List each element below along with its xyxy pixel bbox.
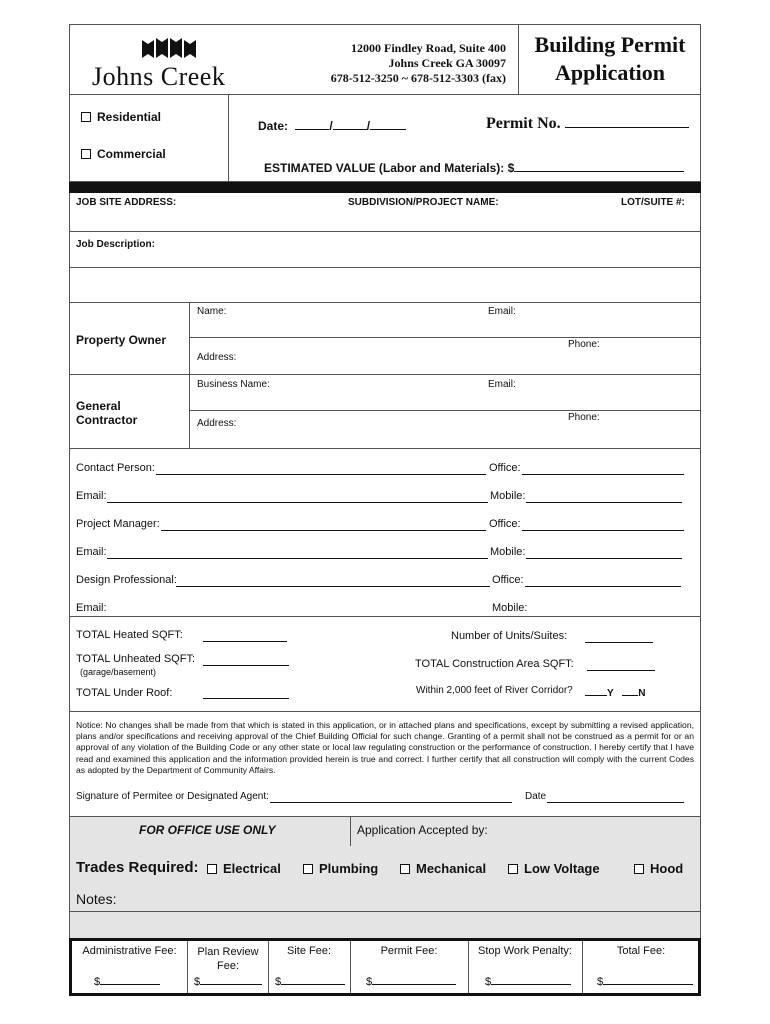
date-sep-1: / bbox=[329, 119, 333, 133]
fee-header-permit: Permit Fee: bbox=[380, 945, 438, 957]
units-input[interactable] bbox=[585, 642, 653, 643]
fee-header-administrative: Administrative Fee: bbox=[82, 945, 177, 957]
estimated-value-label: ESTIMATED VALUE (Labor and Materials): $ bbox=[264, 161, 515, 175]
estimated-value-field[interactable] bbox=[264, 160, 684, 175]
accepted-by-label: Application Accepted by: bbox=[357, 823, 488, 837]
date-field[interactable] bbox=[258, 118, 406, 133]
commercial-checkbox[interactable] bbox=[81, 149, 91, 159]
owner-email-label: Email: bbox=[488, 306, 516, 317]
mobile-label-3: Mobile: bbox=[492, 602, 528, 614]
mobile-input-2[interactable] bbox=[526, 558, 682, 559]
email-label-3: Email: bbox=[76, 602, 107, 614]
mechanical-checkbox[interactable] bbox=[400, 864, 410, 874]
date-day-input[interactable] bbox=[333, 118, 367, 130]
job-site-box bbox=[69, 193, 701, 303]
river-yes-input[interactable] bbox=[585, 685, 607, 696]
contractor-address-label: Address: bbox=[197, 418, 237, 429]
currency-symbol: $ bbox=[194, 976, 201, 988]
trade-mechanical[interactable] bbox=[400, 861, 486, 876]
permit-no-label: Permit No. bbox=[486, 115, 561, 132]
notes-mid-line bbox=[69, 911, 701, 912]
trade-hood[interactable] bbox=[634, 861, 683, 876]
date-sep-2: / bbox=[366, 119, 371, 133]
fee-input[interactable] bbox=[603, 973, 693, 985]
office-input-1[interactable] bbox=[522, 474, 684, 475]
date-month-input[interactable] bbox=[295, 118, 329, 130]
office-address bbox=[300, 41, 506, 86]
fee-amount-permit[interactable] bbox=[366, 973, 456, 988]
fee-input[interactable] bbox=[372, 973, 456, 985]
notes-box bbox=[69, 885, 701, 939]
date-label: Date: bbox=[258, 119, 289, 133]
fee-input[interactable] bbox=[100, 973, 160, 985]
project-manager-input[interactable] bbox=[161, 530, 486, 531]
low-voltage-checkbox[interactable] bbox=[508, 864, 518, 874]
fee-input[interactable] bbox=[281, 973, 345, 985]
fee-divider-1 bbox=[187, 941, 188, 993]
office-use-divider bbox=[350, 816, 351, 847]
fee-input[interactable] bbox=[200, 973, 262, 985]
fee-header-site: Site Fee: bbox=[286, 945, 332, 957]
hood-label: Hood bbox=[650, 861, 684, 876]
signature-label: Signature of Permitee or Designated Agent: bbox=[76, 791, 269, 802]
estimated-value-input[interactable] bbox=[514, 160, 684, 172]
job-site-address-label: JOB SITE ADDRESS: bbox=[76, 197, 177, 208]
date-year-input[interactable] bbox=[370, 118, 406, 130]
section-band bbox=[69, 182, 701, 193]
design-professional-input[interactable] bbox=[176, 586, 490, 587]
river-corridor-label: Within 2,000 feet of River Corridor? bbox=[416, 685, 573, 696]
fee-amount-site[interactable] bbox=[275, 973, 345, 988]
contractor-divider bbox=[189, 374, 190, 449]
river-no-label: N bbox=[638, 688, 646, 699]
trade-plumbing[interactable] bbox=[303, 861, 378, 876]
office-label-2: Office: bbox=[489, 518, 521, 530]
trade-electrical[interactable] bbox=[207, 861, 281, 876]
form-title-line2: Application bbox=[554, 60, 666, 85]
email-label-1: Email: bbox=[76, 490, 107, 502]
river-yes-label: Y bbox=[607, 688, 614, 699]
fee-amount-total[interactable] bbox=[597, 973, 693, 988]
mobile-input-1[interactable] bbox=[526, 502, 682, 503]
address-line1: 12000 Findley Road, Suite 400 bbox=[350, 41, 506, 55]
trade-low-voltage[interactable] bbox=[508, 861, 600, 876]
logo-flags-icon bbox=[90, 36, 250, 62]
fee-header-plan-review: Plan Review Fee: bbox=[197, 946, 259, 972]
mobile-label-2: Mobile: bbox=[490, 546, 526, 558]
form-title-line1: Building Permit bbox=[534, 32, 686, 57]
signature-input[interactable] bbox=[270, 802, 512, 803]
permit-no-field[interactable] bbox=[486, 114, 689, 133]
contractor-email-label: Email: bbox=[488, 379, 516, 390]
owner-address-label: Address: bbox=[197, 352, 237, 363]
owner-mid-line bbox=[189, 337, 701, 338]
email-input-2[interactable] bbox=[107, 558, 488, 559]
property-owner-title: Property Owner bbox=[76, 333, 167, 347]
office-input-3[interactable] bbox=[525, 586, 681, 587]
currency-symbol: $ bbox=[94, 976, 101, 988]
project-manager-label: Project Manager: bbox=[76, 518, 160, 530]
lot-suite-label: LOT/SUITE #: bbox=[621, 197, 685, 208]
river-no-input[interactable] bbox=[622, 685, 638, 696]
form-title bbox=[519, 31, 701, 87]
heated-sqft-input[interactable] bbox=[203, 641, 287, 642]
email-label-2: Email: bbox=[76, 546, 107, 558]
permit-no-input[interactable] bbox=[565, 114, 689, 128]
mobile-label-1: Mobile: bbox=[490, 490, 526, 502]
notes-label: Notes: bbox=[76, 891, 117, 907]
business-name-label: Business Name: bbox=[197, 379, 270, 390]
commercial-label: Commercial bbox=[97, 147, 166, 161]
logo bbox=[90, 36, 250, 91]
contractor-mid-line bbox=[189, 410, 701, 411]
currency-symbol: $ bbox=[275, 976, 282, 988]
job-line-2 bbox=[69, 267, 701, 268]
general-contractor-title bbox=[76, 399, 137, 427]
job-description-label: Job Description: bbox=[76, 239, 155, 250]
residential-option[interactable] bbox=[81, 110, 161, 124]
units-label: Number of Units/Suites: bbox=[451, 630, 568, 642]
hood-checkbox[interactable] bbox=[634, 864, 644, 874]
under-roof-input[interactable] bbox=[203, 698, 289, 699]
fee-input[interactable] bbox=[491, 973, 571, 985]
contractor-phone-label: Phone: bbox=[568, 412, 600, 423]
design-professional-label: Design Professional: bbox=[76, 574, 177, 586]
residential-label: Residential bbox=[97, 110, 162, 124]
electrical-checkbox[interactable] bbox=[207, 864, 217, 874]
river-corridor-options[interactable] bbox=[585, 685, 646, 699]
fee-header-stop-work: Stop Work Penalty: bbox=[478, 945, 572, 957]
owner-phone-label: Phone: bbox=[568, 339, 600, 350]
notice-text: Notice: No changes shall be made from that which is stated in this application, or in attached plans and specifications, except by submitting a revised application, plans and/or specifications and receiving approval of the Chief Building Official for such change. Granting of a permit shall not be construed as a permit for or an approval of any violation of the Building Code or any other state or local law regulating construction or the performance of construction. I hereby certify that I have read and examined this application and the information provided herein is true and correct. I further certify that all construction will comply with the current Codes as adopted by the Department of Community Affairs. bbox=[76, 720, 694, 775]
office-use-label: FOR OFFICE USE ONLY bbox=[139, 823, 276, 837]
signature-date-input[interactable] bbox=[547, 802, 684, 803]
contractor-box bbox=[69, 374, 701, 449]
trades-label: Trades Required: bbox=[76, 859, 199, 876]
heated-sqft-label: TOTAL Heated SQFT: bbox=[76, 629, 183, 641]
contact-person-label: Contact Person: bbox=[76, 462, 155, 474]
fee-amount-administrative[interactable] bbox=[94, 973, 160, 988]
signature-date-label: Date bbox=[525, 791, 547, 802]
commercial-option[interactable] bbox=[81, 147, 166, 161]
construction-area-input[interactable] bbox=[587, 670, 655, 671]
currency-symbol: $ bbox=[485, 976, 492, 988]
unheated-sqft-label: TOTAL Unheated SQFT: bbox=[76, 653, 196, 665]
address-line3: 678-512-3250 ~ 678-512-3303 (fax) bbox=[330, 71, 506, 85]
unheated-note: (garage/basement) bbox=[80, 667, 157, 677]
under-roof-label: TOTAL Under Roof: bbox=[76, 687, 173, 699]
mechanical-label: Mechanical bbox=[416, 861, 487, 876]
job-line-1 bbox=[69, 231, 701, 232]
contractor-title-line2: Contractor bbox=[76, 413, 138, 427]
logo-text: Johns Creek bbox=[92, 62, 226, 91]
contractor-title-line1: General bbox=[76, 399, 121, 413]
fee-header-total: Total Fee: bbox=[616, 945, 666, 957]
electrical-label: Electrical bbox=[223, 861, 281, 876]
unheated-sqft-input[interactable] bbox=[203, 665, 289, 666]
currency-symbol: $ bbox=[597, 976, 604, 988]
email-input-1[interactable] bbox=[107, 502, 488, 503]
fee-amount-stop-work[interactable] bbox=[485, 973, 571, 988]
office-label-1: Office: bbox=[489, 462, 521, 474]
currency-symbol: $ bbox=[366, 976, 373, 988]
residential-checkbox[interactable] bbox=[81, 112, 91, 122]
subdivision-label: SUBDIVISION/PROJECT NAME: bbox=[348, 197, 499, 208]
fee-amount-plan-review[interactable] bbox=[194, 973, 262, 988]
low-voltage-label: Low Voltage bbox=[524, 861, 600, 876]
construction-area-label: TOTAL Construction Area SQFT: bbox=[415, 658, 574, 670]
contact-person-input[interactable] bbox=[156, 474, 486, 475]
office-label-3: Office: bbox=[492, 574, 524, 586]
plumbing-label: Plumbing bbox=[319, 861, 379, 876]
owner-name-label: Name: bbox=[197, 306, 227, 317]
address-line2: Johns Creek GA 30097 bbox=[388, 56, 506, 70]
owner-divider bbox=[189, 302, 190, 375]
plumbing-checkbox[interactable] bbox=[303, 864, 313, 874]
office-input-2[interactable] bbox=[522, 530, 684, 531]
type-divider bbox=[228, 94, 229, 182]
